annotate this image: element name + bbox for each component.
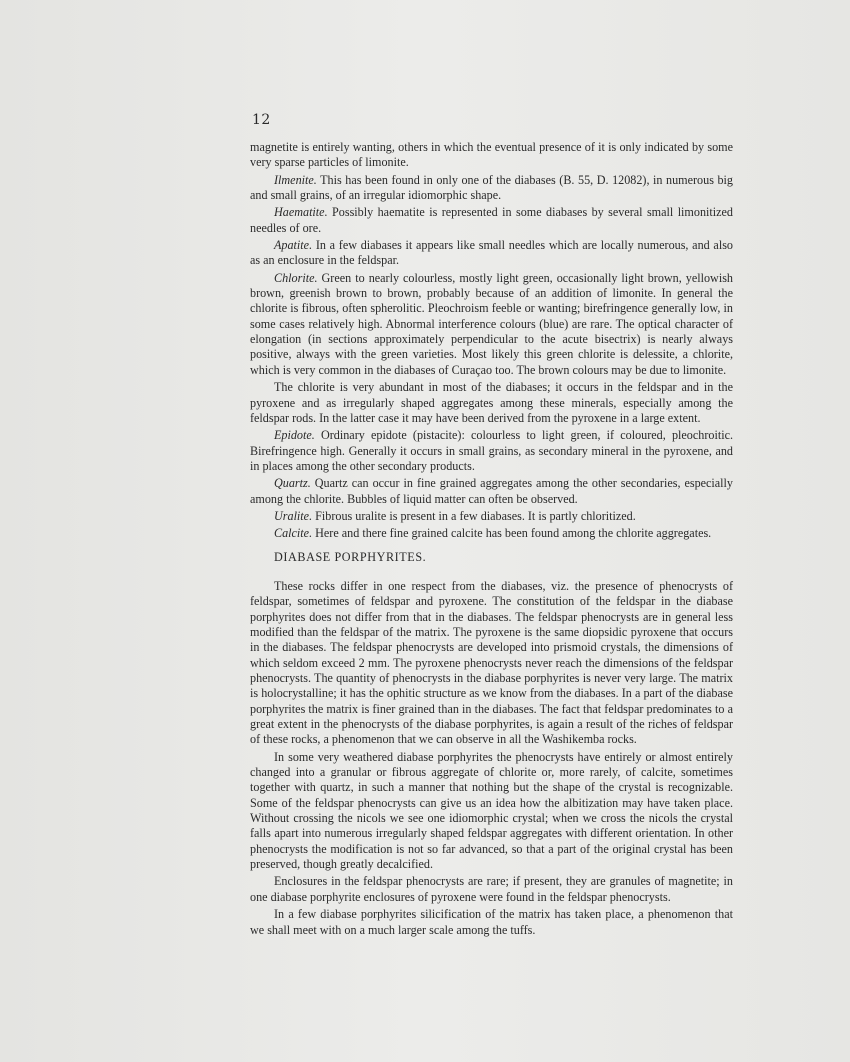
section-heading: DIABASE PORPHYRITES. [274, 549, 427, 564]
mineral-term: Ilmenite. [274, 172, 317, 187]
mineral-term: Apatite. [274, 238, 313, 253]
paragraph-epidote: Epidote. Ordinary epidote (pistacite): colourless to light green, if coloured, pleochroitic. Birefringence high. Generally it occurs in small grains, as secondary mineral in the pyroxene, and in places among the other secondary products. [250, 428, 733, 473]
paragraph-ilmenite: Ilmenite. This has been found in only one of the diabases (B. 55, D. 12082), in numerous big and small grains, of an irregular idiomorphic shape. [250, 172, 733, 203]
paragraph-uralite: Uralite. Fibrous uralite is present in a few diabases. It is partly chloritized. [274, 508, 636, 523]
mineral-term: Quartz. [274, 476, 311, 491]
paragraph-calcite: Calcite. Here and there fine grained calcite has been found among the chlorite aggregates. [274, 526, 712, 541]
paragraph: In some very weathered diabase porphyrites the phenocrysts have entirely or almost entirely changed into a granular or fibrous aggregate of chlorite or, more rarely, of calcite, sometimes together with quartz, in such a manner that nothing but the shape of the crystal is recognizable. Some of the feldspar phenocrysts can give us an idea how the albitization may have taken place. Without crossing the nicols we see one idiomorphic crystal; when we cross the nicols the crystal falls apart into numerous irregularly shaped feldspar aggregates with different orientation. In other phenocrysts the modification is not so far advanced, so that a part of the original crystal has been preserved, though greatly decalcified. [250, 749, 733, 872]
body-text [250, 140, 733, 940]
paragraph: In a few diabase porphyrites silicification of the matrix has taken place, a phenomenon that we shall meet with on a much larger scale among the tuffs. [250, 907, 733, 937]
mineral-term: Haematite. [274, 205, 328, 220]
paragraph-quartz: Quartz. Quartz can occur in fine grained aggregates among the other secondaries, especially among the chlorite. Bubbles of liquid matter can often be observed. [250, 476, 733, 506]
mineral-term: Uralite. [274, 508, 313, 523]
paragraph-chlorite: Chlorite. Green to nearly colourless, mostly light green, occasionally light brown, yellowish brown, greenish brown to brown, probably because of an addition of limonite. In general the chlorite is fibrous, often spherolitic. Pleochroism feeble or wanting; birefringence generally low, in some cases relatively high. Abnormal interference colours (blue) are rare. The optical character of elongation (in sections approximately perpendicular to the acute bisectrix) is nearly always positive, always with the green varieties. Most likely this green chlorite is delessite, a chlorite, which is very common in the diabases of Curaçao too. The brown colours may be due to limonite. [250, 270, 733, 377]
mineral-term: Epidote. [274, 428, 315, 443]
paragraph: These rocks differ in one respect from the diabases, viz. the presence of phenocrysts of feldspar, sometimes of feldspar and pyroxene. The constitution of the feldspar in the diabase porphyrites does not differ from that in the diabases. The feldspar phenocrysts are in general less modified than the feldspar of the matrix. The pyroxene is the same diopsidic pyroxene that occurs in the diabases. The feldspar phenocrysts are developed into prismoid crystals, the dimensions of which seldom exceed 2 mm. The pyroxene phenocrysts never reach the dimensions of the feldspar phenocrysts. The quantity of phenocrysts in the diabase porphyrites is never very large. The matrix is holocrystalline; it has the ophitic structure as we know from the diabases. In a part of the diabase porphyrites the matrix is finer grained than in the diabases. The fact that feldspar predominates to a great extent in the phenocrysts of the diabase porphyrites, is again a result of the riches of feldspar of these rocks, a phenomenon that we can observe in all the Washikemba rocks. [250, 578, 733, 747]
paragraph: The chlorite is very abundant in most of the diabases; it occurs in the feldspar and in the pyroxene and as irregularly shaped aggregates among these minerals, especially among the feldspar rods. In the latter case it may have been derived from the pyroxene in a large extent. [250, 380, 733, 425]
mineral-term: Calcite. [274, 526, 313, 541]
paragraph: magnetite is entirely wanting, others in which the eventual presence of it is only indicated by some very sparse particles of limonite. [250, 140, 733, 170]
mineral-term: Chlorite. [274, 270, 318, 285]
page-number: 12 [252, 112, 271, 128]
paragraph-haematite: Haematite. Possibly haematite is represented in some diabases by several small limonitized needles of ore. [250, 205, 733, 235]
paragraph-apatite: Apatite. In a few diabases it appears like small needles which are locally numerous, and also as an enclosure in the feldspar. [250, 238, 733, 268]
paragraph: Enclosures in the feldspar phenocrysts are rare; if present, they are granules of magnetite; in one diabase porphyrite enclosures of pyroxene were found in the feldspar phenocrysts. [250, 874, 733, 904]
